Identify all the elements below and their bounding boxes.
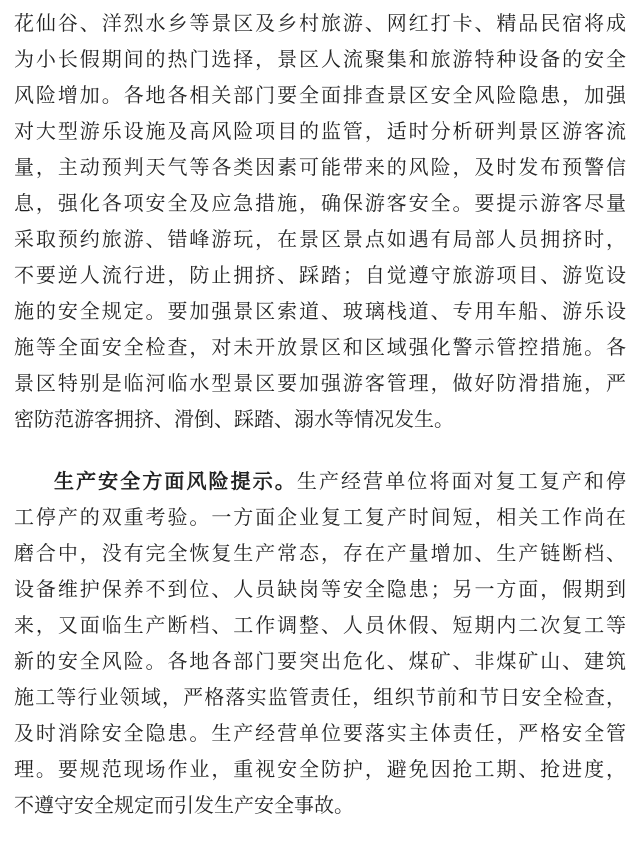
paragraph-2-line-4: 设备维护保养不到位、人员缺岗等安全隐患；另一方面，假期到: [14, 577, 626, 601]
paragraph-2-line-5: 来，又面临生产断档、工作调整、人员休假、短期内二次复工等: [14, 613, 626, 637]
paragraph-1-line-6: 息，强化各项安全及应急措施，确保游客安全。要提示游客尽量: [14, 191, 626, 215]
paragraph-1-line-1: 花仙谷、洋烈水乡等景区及乡村旅游、网红打卡、精品民宿将成: [14, 11, 626, 35]
paragraph-2-line-10: 不遵守安全规定而引发生产安全事故。: [14, 793, 354, 817]
paragraph-1-line-8: 不要逆人流行进，防止拥挤、踩踏；自觉遵守旅游项目、游览设: [14, 263, 626, 287]
section-heading: 生产安全方面风险提示。: [54, 469, 297, 493]
paragraph-2-line-6: 新的安全风险。各地各部门要突出危化、煤矿、非煤矿山、建筑: [14, 649, 626, 673]
paragraph-1-line-10: 施等全面安全检查，对未开放景区和区域强化警示管控措施。各: [14, 335, 626, 359]
paragraph-1-line-4: 对大型游乐设施及高风险项目的监管，适时分析研判景区游客流: [14, 119, 626, 143]
paragraph-1-line-3: 风险增加。各地各相关部门要全面排查景区安全风险隐患，加强: [14, 83, 626, 107]
paragraph-1-line-12: 密防范游客拥挤、滑倒、踩踏、溺水等情况发生。: [14, 407, 454, 431]
paragraph-2-line-8: 及时消除安全隐患。生产经营单位要落实主体责任，严格安全管: [14, 721, 626, 745]
paragraph-2-line-9: 理。要规范现场作业，重视安全防护，避免因抢工期、抢进度，: [14, 757, 626, 781]
paragraph-2-line-1-text: 生产经营单位将面对复工复产和停: [296, 469, 627, 493]
paragraph-2-line-1: [54, 464, 626, 498]
paragraph-1-line-5: 量，主动预判天气等各类因素可能带来的风险，及时发布预警信: [14, 155, 626, 179]
paragraph-1-line-11: 景区特别是临河临水型景区要加强游客管理，做好防滑措施，严: [14, 371, 626, 395]
paragraph-2-line-3: 磨合中，没有完全恢复生产常态，存在产量增加、生产链断档、: [14, 541, 626, 565]
paragraph-1-line-2: 为小长假期间的热门选择，景区人流聚集和旅游特种设备的安全: [14, 47, 626, 71]
paragraph-2-line-2: 工停产的双重考验。一方面企业复工复产时间短，相关工作尚在: [14, 505, 626, 529]
paragraph-1-line-7: 采取预约旅游、错峰游玩，在景区景点如遇有局部人员拥挤时，: [14, 227, 626, 251]
paragraph-1-line-9: 施的安全规定。要加强景区索道、玻璃栈道、专用车船、游乐设: [14, 299, 626, 323]
paragraph-2-line-7: 施工等行业领域，严格落实监管责任，组织节前和节日安全检查，: [14, 685, 626, 709]
